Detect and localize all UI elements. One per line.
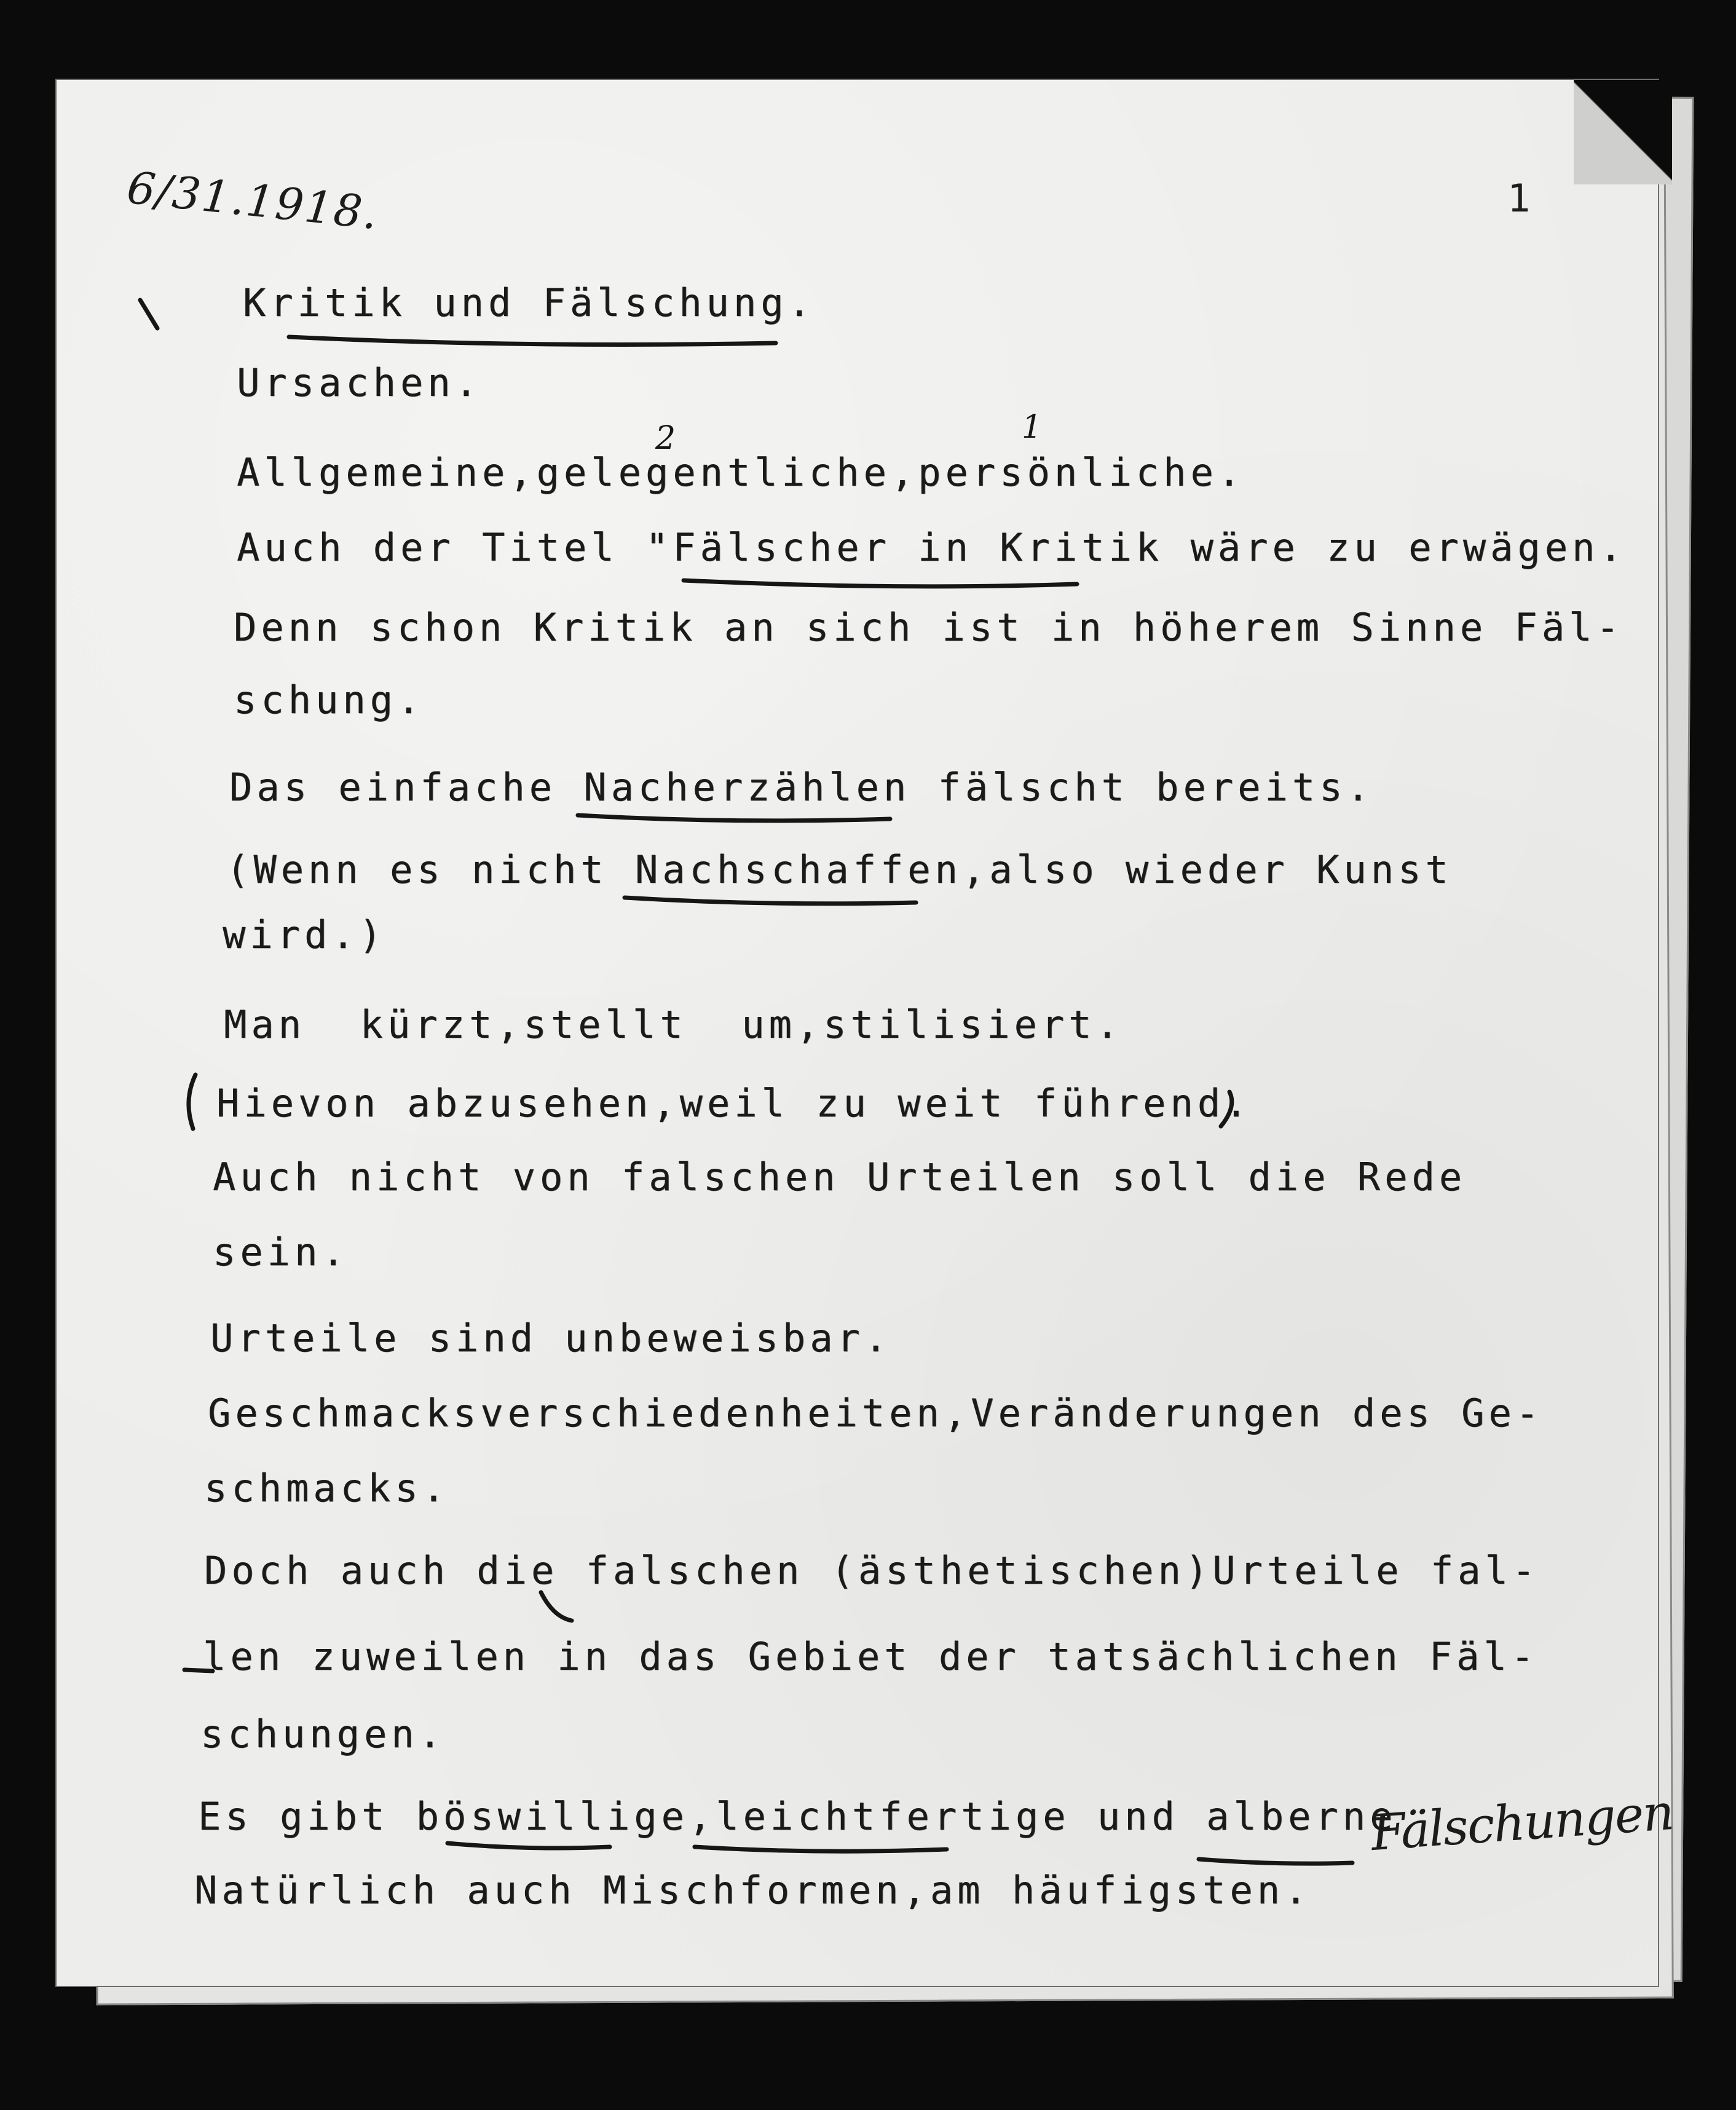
text-line: Es gibt böswillige,leichtfertige und alberne	[198, 1794, 1397, 1839]
text-line: sein.	[213, 1230, 349, 1274]
text-line: wird.)	[223, 912, 386, 957]
handwritten-margin-note: Fälschungen	[1369, 1783, 1675, 1862]
text-line: Hievon abzusehen,weil zu weit führend.	[216, 1081, 1252, 1126]
text-line: (Wenn es nicht Nachschaffen,also wieder Kunst	[226, 847, 1453, 892]
text-line: Geschmacksverschiedenheiten,Veränderungen des Ge-	[208, 1391, 1544, 1436]
handwritten-numeral-1: 1	[1022, 409, 1043, 446]
text-line: len zuweilen in das Gebiet der tatsächlichen Fäl-	[203, 1634, 1539, 1679]
page-number: 1	[1507, 176, 1531, 221]
text-line: Allgemeine,gelegentliche,persönliche.	[237, 450, 1245, 495]
text-line: schmacks.	[204, 1466, 449, 1511]
text-line: Natürlich auch Mischformen,am häufigsten.	[194, 1868, 1312, 1913]
text-line: Auch der Titel "Fälscher in Kritik wäre zu erwägen.	[237, 525, 1627, 570]
text-line: Das einfache Nacherzählen fälscht bereits.	[229, 765, 1374, 810]
text-line: schung.	[234, 678, 425, 722]
handwritten-numeral-2: 2	[655, 420, 676, 457]
handwritten-date: 6/31.1918.	[124, 161, 381, 240]
text-line: Man kürzt,stellt um,stilisiert.	[224, 1002, 1123, 1047]
document-title: Kritik und Fälschung.	[243, 280, 815, 325]
text-line: Auch nicht von falschen Urteilen soll die Rede	[213, 1155, 1467, 1199]
text-line: Doch auch die falschen (ästhetischen)Urteile fal-	[204, 1548, 1540, 1593]
text-line: Denn schon Kritik an sich ist in höherem Sinne Fäl-	[234, 605, 1624, 650]
folded-corner	[1574, 80, 1672, 184]
text-line: schungen.	[200, 1712, 446, 1756]
text-line: Ursachen.	[237, 360, 482, 405]
text-line: Urteile sind unbeweisbar.	[210, 1316, 892, 1361]
